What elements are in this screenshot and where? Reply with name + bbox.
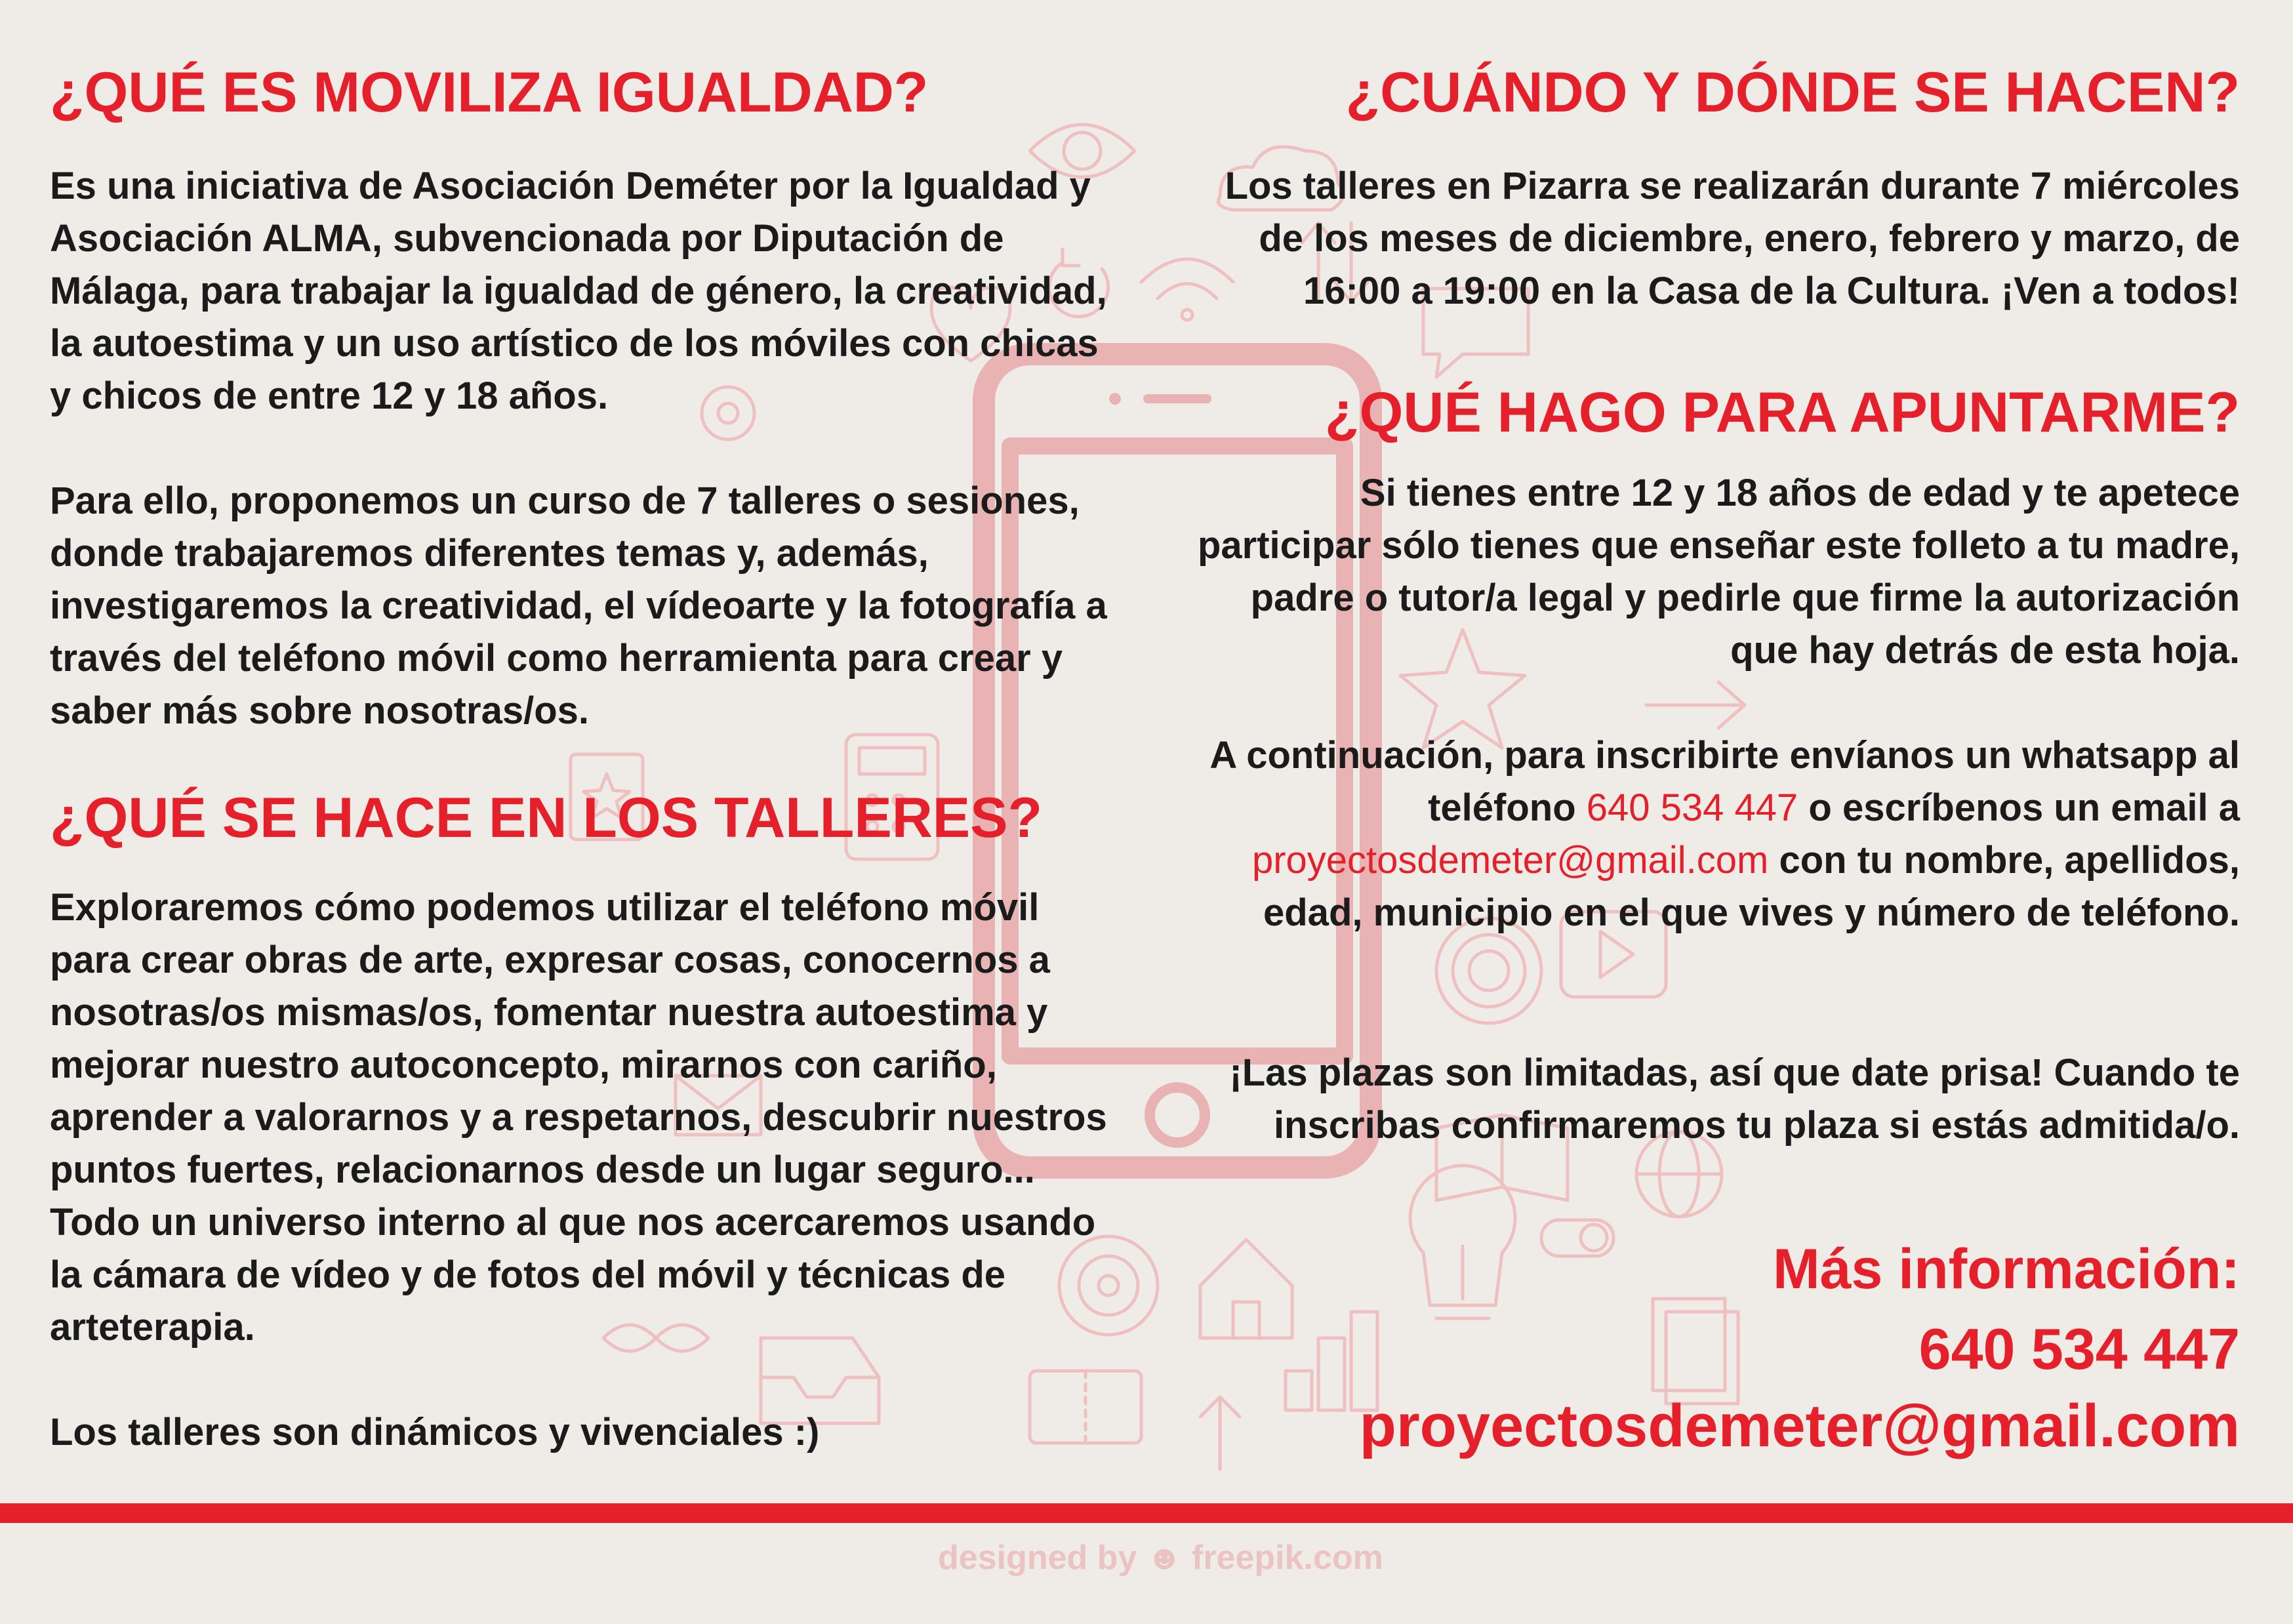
more-info-title: Más información: xyxy=(1773,1238,2240,1301)
paragraph-para-ello: Para ello, proponemos un curso de 7 talleres o sesiones, donde trabajaremos diferentes temas y, además, investigaremos la creatividad, el vídeoarte y la fotografía a través del teléfono móvil como herramienta para crear y saber más sobre nosotras/os. xyxy=(50,479,1107,732)
phone-link[interactable]: 640 534 447 xyxy=(1586,786,1798,829)
more-info-email[interactable]: proyectosdemeter@gmail.com xyxy=(1359,1392,2240,1459)
paragraph-inscripcion xyxy=(1181,729,2240,939)
paragraph-dinamicos: Los talleres son dinámicos y vivenciales :) xyxy=(50,1411,820,1453)
paragraph-talleres: Exploraremos cómo podemos utilizar el teléfono móvil para crear obras de arte, expresar cosas, conocernos a nosotras/os mismas/os, fomentar nuestra autoestima y mejorar nuestro autoconcepto, mirarnos con cariño, aprender a valorarnos y a respetarnos, descubrir nuestros puntos fuertes, relacionarnos desde un lugar seguro... Todo un universo interno al que nos acercaremos usando la cámara de vídeo y de fotos del móvil y técnicas de arteterapia. xyxy=(50,886,1107,1349)
heading-que-es: ¿QUÉ ES MOVILIZA IGUALDAD? xyxy=(50,61,929,124)
heading-apuntarme: ¿QUÉ HAGO PARA APUNTARME? xyxy=(1324,381,2240,444)
arrow-right-icon xyxy=(1646,682,1745,728)
more-info-phone[interactable]: 640 534 447 xyxy=(1918,1316,2240,1381)
paragraph-cuando-donde: Los talleres en Pizarra se realizarán durante 7 miércoles de los meses de diciembre, enero, febrero y marzo, de 16:00 a 19:00 en la Casa de la Cultura. ¡Ven a todos! xyxy=(1225,165,2240,312)
inscripcion-text-3: con tu nombre, apellidos, edad, municipio en el que vives y número de teléfono. xyxy=(1263,839,2240,934)
inscripcion-text-2: o escríbenos un email a xyxy=(1798,786,2240,829)
email-link[interactable]: proyectosdemeter@gmail.com xyxy=(1251,839,1769,882)
heading-cuando-donde: ¿CUÁNDO Y DÓNDE SE HACEN? xyxy=(1345,61,2240,124)
papers-icon xyxy=(1653,1299,1738,1404)
arrow-up-icon xyxy=(1200,1397,1240,1469)
heading-talleres: ¿QUÉ SE HACE EN LOS TALLERES? xyxy=(50,786,1043,849)
house-icon xyxy=(1200,1240,1292,1338)
footer-bar xyxy=(0,1503,2293,1523)
toggle-icon xyxy=(1541,1220,1613,1256)
inscripcion-text-1: A continuación, para inscribirte envíanos un whatsapp al teléfono xyxy=(1209,734,2240,829)
paragraph-plazas: ¡Las plazas son limitadas, así que date prisa! Cuando te inscribas confirmaremos tu plaza si estás admitida/o. xyxy=(1229,1051,2240,1147)
paragraph-que-es: Es una iniciativa de Asociación Deméter por la Igualdad y Asociación ALMA, subvencionada por Diputación de Málaga, para trabajar la igualdad de género, la creatividad, la autoestima y un uso artístico de los móviles con chicas y chicos de entre 12 y 18 años. xyxy=(50,165,1107,417)
freepik-credit: designed by ☻ freepik.com xyxy=(938,1539,1383,1577)
paragraph-apuntarme: Si tienes entre 12 y 18 años de edad y te apetece participar sólo tienes que enseñar este folleto a tu madre, padre o tutor/a legal y pedirle que firme la autorización que hay detrás de esta hoja. xyxy=(1197,472,2240,672)
